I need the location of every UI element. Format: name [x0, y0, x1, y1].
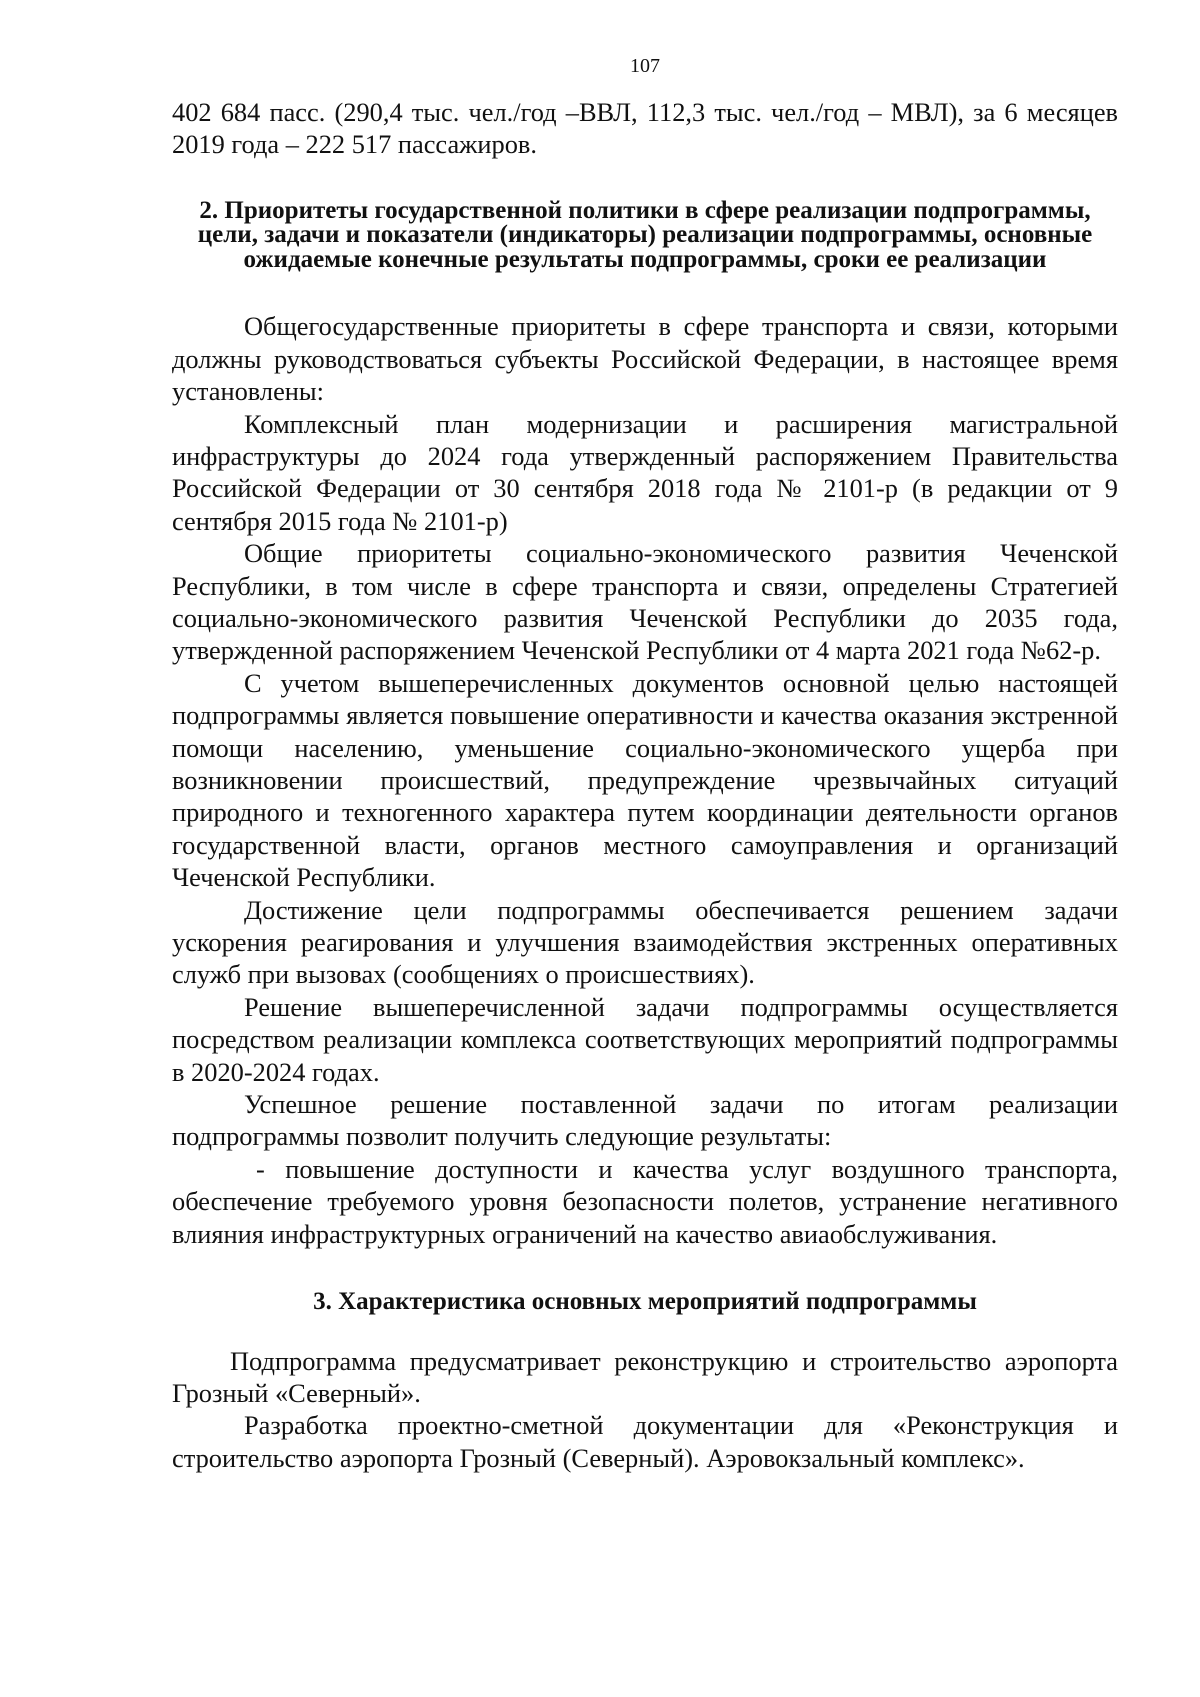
section-3-paragraph-1: Подпрограмма предусматривает реконструкцию и строительство аэропорта Грозный «Северный».	[172, 1345, 1118, 1408]
intro-paragraph: 402 684 пасс. (290,4 тыс. чел./год –ВВЛ, 112,3 тыс. чел./год – МВЛ), за 6 месяцев 2019 года – 222 517 пассажиров.	[172, 97, 1118, 160]
section-2-paragraph-5: Достижение цели подпрограммы обеспечивается решением задачи ускорения реагирования и улучшения взаимодействия экстренных оперативных служб при вызовах (сообщениях о происшествиях).	[172, 894, 1118, 990]
section-2-paragraph-2: Комплексный план модернизации и расширения магистральной инфраструктуры до 2024 года утвержденный распоряжением Правительства Российской Федерации от 30 сентября 2018 года № 2101-р (в редакции от 9 сентября 2015 года № 2101-р)	[172, 408, 1118, 536]
section-3-paragraph-2: Разработка проектно-сметной документации для «Реконструкция и строительство аэропорта Грозный (Северный). Аэровокзальный комплекс».	[172, 1410, 1118, 1473]
section-2-paragraph-4: С учетом вышеперечисленных документов основной целью настоящей подпрограммы является повышение оперативности и качества оказания экстренной помощи населению, уменьшение социально-экономического ущерба при возникновении происшествий, предупреждение чрезвычайных ситуаций природного и техногенного характера путем координации деятельности органов государственной власти, органов местного самоуправления и организаций Чеченской Республики.	[172, 667, 1118, 893]
section-2-paragraph-6: Решение вышеперечисленной задачи подпрограммы осуществляется посредством реализации комплекса соответствующих мероприятий подпрограммы в 2020-2024 годах.	[172, 991, 1118, 1087]
section-2-paragraph-3: Общие приоритеты социально-экономического развития Чеченской Республики, в том числе в сфере транспорта и связи, определены Стратегией социально-экономического развития Чеченской Республики до 2035 года, утвержденной распоряжением Чеченской Республики от 4 марта 2021 года №62-р.	[172, 538, 1118, 666]
section-3-heading: 3. Характеристика основных мероприятий подпрограммы	[313, 1288, 977, 1316]
section-2-paragraph-7: Успешное решение поставленной задачи по итогам реализации подпрограммы позволит получить следующие результаты:	[172, 1089, 1118, 1152]
section-2-heading: 2. Приоритеты государственной политики в сфере реализации подпрограммы, цели, задачи и показатели (индикаторы) реализации подпрограммы, основные ожидаемые конечные результаты подпрограммы, сроки ее реализации	[197, 196, 1093, 273]
section-2-bullet-item: - повышение доступности и качества услуг воздушного транспорта, обеспечение требуемого уровня безопасности полетов, устранение негативного влияния инфраструктурных ограничений на качество авиаобслуживания.	[172, 1153, 1118, 1249]
section-2-paragraph-1: Общегосударственные приоритеты в сфере транспорта и связи, которыми должны руководствоваться субъекты Российской Федерации, в настоящее время установлены:	[172, 311, 1118, 407]
page-number: 107	[630, 55, 660, 77]
document-page	[172, 52, 1118, 1474]
